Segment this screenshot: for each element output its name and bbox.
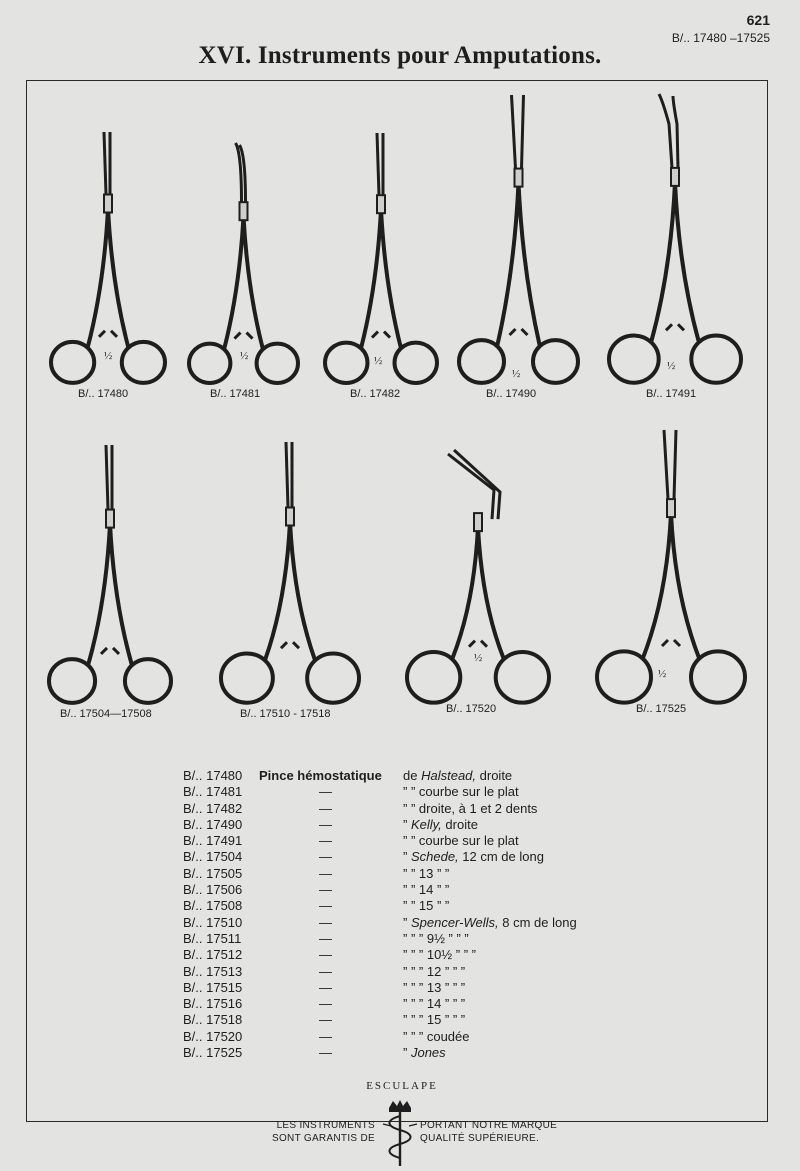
listing-ditto: ” ” <box>403 882 416 898</box>
footer-right-line1: PORTANT NOTRE MARQUE <box>420 1120 558 1131</box>
listing-detail: 14 ” ” <box>418 882 450 898</box>
scale-mark: ½ <box>104 350 113 362</box>
instrument-code: B/.. 17490 <box>486 388 537 400</box>
listing-detail: 9½ ” ” ” <box>426 930 469 946</box>
listing-dash: — <box>319 996 332 1012</box>
forceps-3 <box>322 133 440 387</box>
listing-description <box>403 882 449 898</box>
listing-ditto: ” ” ” <box>403 947 424 963</box>
hemostatic-forceps-icon <box>404 450 552 707</box>
listing-ditto: ” <box>403 849 408 865</box>
listing-description <box>403 915 577 931</box>
listing-ditto: ” ” ” <box>403 1028 424 1044</box>
forceps-7 <box>218 442 362 707</box>
listing-dash: — <box>319 947 332 963</box>
listing-ditto: ” ” ” <box>403 963 424 979</box>
scale-mark: ½ <box>512 368 521 380</box>
listing-code: B/.. 17482 <box>183 800 243 816</box>
listing-code: B/.. 17505 <box>183 865 243 881</box>
listing-dash: — <box>319 1028 332 1044</box>
page-title: XVI. Instruments pour Amputations. <box>198 42 602 69</box>
hemostatic-forceps-icon <box>606 94 744 387</box>
listing-ditto: ” ” ” <box>403 930 424 946</box>
listing-dash: — <box>319 1045 332 1061</box>
listing-dash: — <box>319 816 332 832</box>
listing-dash: — <box>319 963 332 979</box>
listing-ditto: ” ” <box>403 833 416 849</box>
listing-description <box>403 931 469 947</box>
listing-dash: — <box>319 979 332 995</box>
footer-guarantee-right <box>420 1119 557 1145</box>
listing-detail: courbe sur le plat <box>418 784 519 800</box>
listing-ditto: de <box>403 768 418 783</box>
hemostatic-forceps-icon <box>594 430 748 707</box>
listing-maker: Spencer-Wells, <box>410 914 499 930</box>
listing-dash: — <box>319 865 332 881</box>
listing-detail: 15 ” ” <box>418 898 450 914</box>
listing-ditto: ” ” <box>403 865 416 881</box>
listing-description <box>403 996 465 1012</box>
listing-ditto: ” ” ” <box>403 979 424 995</box>
listing-dash: — <box>319 784 332 800</box>
listing-code: B/.. 17504 <box>183 849 243 865</box>
forceps-4 <box>456 95 581 387</box>
listing-dash: — <box>319 1012 332 1028</box>
listing-description <box>403 947 476 963</box>
listing-description <box>403 784 519 800</box>
listing-ditto: ” ” ” <box>403 996 424 1012</box>
instrument-code: B/.. 17525 <box>636 703 687 715</box>
listing-description <box>403 1029 470 1045</box>
instrument-code: B/.. 17481 <box>210 388 261 400</box>
listing-ditto: ” ” ” <box>403 1012 424 1028</box>
listing-code: B/.. 17506 <box>183 882 243 898</box>
listing-detail: 14 ” ” ” <box>426 996 466 1012</box>
listing-maker: Kelly, <box>410 816 442 832</box>
instrument-code: B/.. 17504—17508 <box>60 708 152 720</box>
listing-maker: Halstead, <box>421 768 477 783</box>
listing-code: B/.. 17513 <box>183 963 243 979</box>
scale-mark: ½ <box>667 360 676 372</box>
listing-detail: droite <box>479 768 513 783</box>
hemostatic-forceps-icon <box>48 132 168 387</box>
footer-left-line1: LES INSTRUMENTS <box>276 1120 375 1131</box>
listing-code: B/.. 17480 <box>183 768 243 783</box>
listing-code: B/.. 17491 <box>183 833 243 849</box>
listing-ditto: ” ” <box>403 898 416 914</box>
listing-ditto: ” <box>403 1045 408 1061</box>
listing-detail: 12 ” ” ” <box>426 963 466 979</box>
listing-detail: 8 cm de long <box>502 914 577 930</box>
forceps-9 <box>594 430 748 707</box>
listing-detail: 13 ” ” ” <box>426 979 466 995</box>
listing-code: B/.. 17520 <box>183 1028 243 1044</box>
hemostatic-forceps-icon <box>322 133 440 387</box>
scale-mark: ½ <box>374 355 383 367</box>
scale-mark: ½ <box>658 668 667 680</box>
listing-dash: — <box>319 914 332 930</box>
instrument-code: B/.. 17482 <box>350 388 401 400</box>
footer-left-line2: SONT GARANTIS DE <box>272 1133 375 1144</box>
listing-dash: — <box>319 882 332 898</box>
listing-description <box>403 866 449 882</box>
emblem-word: ESCULAPE <box>366 1080 438 1092</box>
listing-ditto: ” ” <box>403 784 416 800</box>
hemostatic-forceps-icon <box>218 442 362 707</box>
listing-ditto: ” <box>403 816 408 832</box>
listing-dash: — <box>319 930 332 946</box>
listing-detail: 10½ ” ” ” <box>426 947 476 963</box>
listing-description <box>403 898 449 914</box>
page-number: 621 <box>746 12 770 28</box>
listing-code: B/.. 17490 <box>183 816 243 832</box>
footer-rule-right <box>548 1121 768 1122</box>
hemostatic-forceps-icon <box>456 95 581 387</box>
listing-detail: coudée <box>426 1028 470 1044</box>
listing-maker: Schede, <box>410 849 459 865</box>
listing-code: B/.. 17515 <box>183 979 243 995</box>
instrument-code: B/.. 17510 - 17518 <box>240 708 331 720</box>
listing-description <box>403 964 465 980</box>
listing-dash: — <box>319 833 332 849</box>
scale-mark: ½ <box>240 350 249 362</box>
listing-ditto: ” ” <box>403 800 416 816</box>
footer-guarantee-left <box>272 1119 375 1145</box>
listing-name: Pince hémostatique <box>259 768 382 783</box>
forceps-5 <box>606 94 744 387</box>
listing-description <box>403 768 512 784</box>
listing-description <box>403 817 478 833</box>
listing-description <box>403 849 544 865</box>
listing-dash: — <box>319 898 332 914</box>
listing-detail: courbe sur le plat <box>418 833 519 849</box>
forceps-1 <box>48 132 168 387</box>
listing-description <box>403 980 465 996</box>
instrument-code: B/.. 17480 <box>78 388 129 400</box>
listing-description <box>403 1012 465 1028</box>
scale-mark: ½ <box>474 652 483 664</box>
footer-right-line2: QUALITÉ SUPÉRIEURE. <box>420 1133 540 1144</box>
listing-code: B/.. 17510 <box>183 914 243 930</box>
footer-rule-left <box>26 1121 266 1122</box>
listing-ditto: ” <box>403 914 408 930</box>
listing-maker: Jones <box>410 1045 446 1061</box>
listing-detail: droite <box>445 816 478 832</box>
forceps-8 <box>404 450 552 707</box>
listing-detail: 12 cm de long <box>462 849 544 865</box>
listing-description <box>403 801 537 817</box>
listing-code: B/.. 17518 <box>183 1012 243 1028</box>
listing-description <box>403 1045 446 1061</box>
instrument-code: B/.. 17491 <box>646 388 697 400</box>
instrument-code: B/.. 17520 <box>446 703 497 715</box>
listing-code: B/.. 17508 <box>183 898 243 914</box>
forceps-6 <box>46 445 174 707</box>
listing-dash: — <box>319 800 332 816</box>
listing-detail: 15 ” ” ” <box>426 1012 466 1028</box>
listing-detail: 13 ” ” <box>418 865 450 881</box>
listing-code: B/.. 17481 <box>183 784 243 800</box>
page-range: B/.. 17480 –17525 <box>671 31 770 45</box>
listing-code: B/.. 17516 <box>183 996 243 1012</box>
listing-code: B/.. 17511 <box>183 930 242 946</box>
listing-code: B/.. 17512 <box>183 947 243 963</box>
listing-description <box>403 833 519 849</box>
listing-code: B/.. 17525 <box>183 1045 243 1061</box>
listing-dash: — <box>319 849 332 865</box>
hemostatic-forceps-icon <box>46 445 174 707</box>
listing-detail: droite, à 1 et 2 dents <box>418 800 538 816</box>
